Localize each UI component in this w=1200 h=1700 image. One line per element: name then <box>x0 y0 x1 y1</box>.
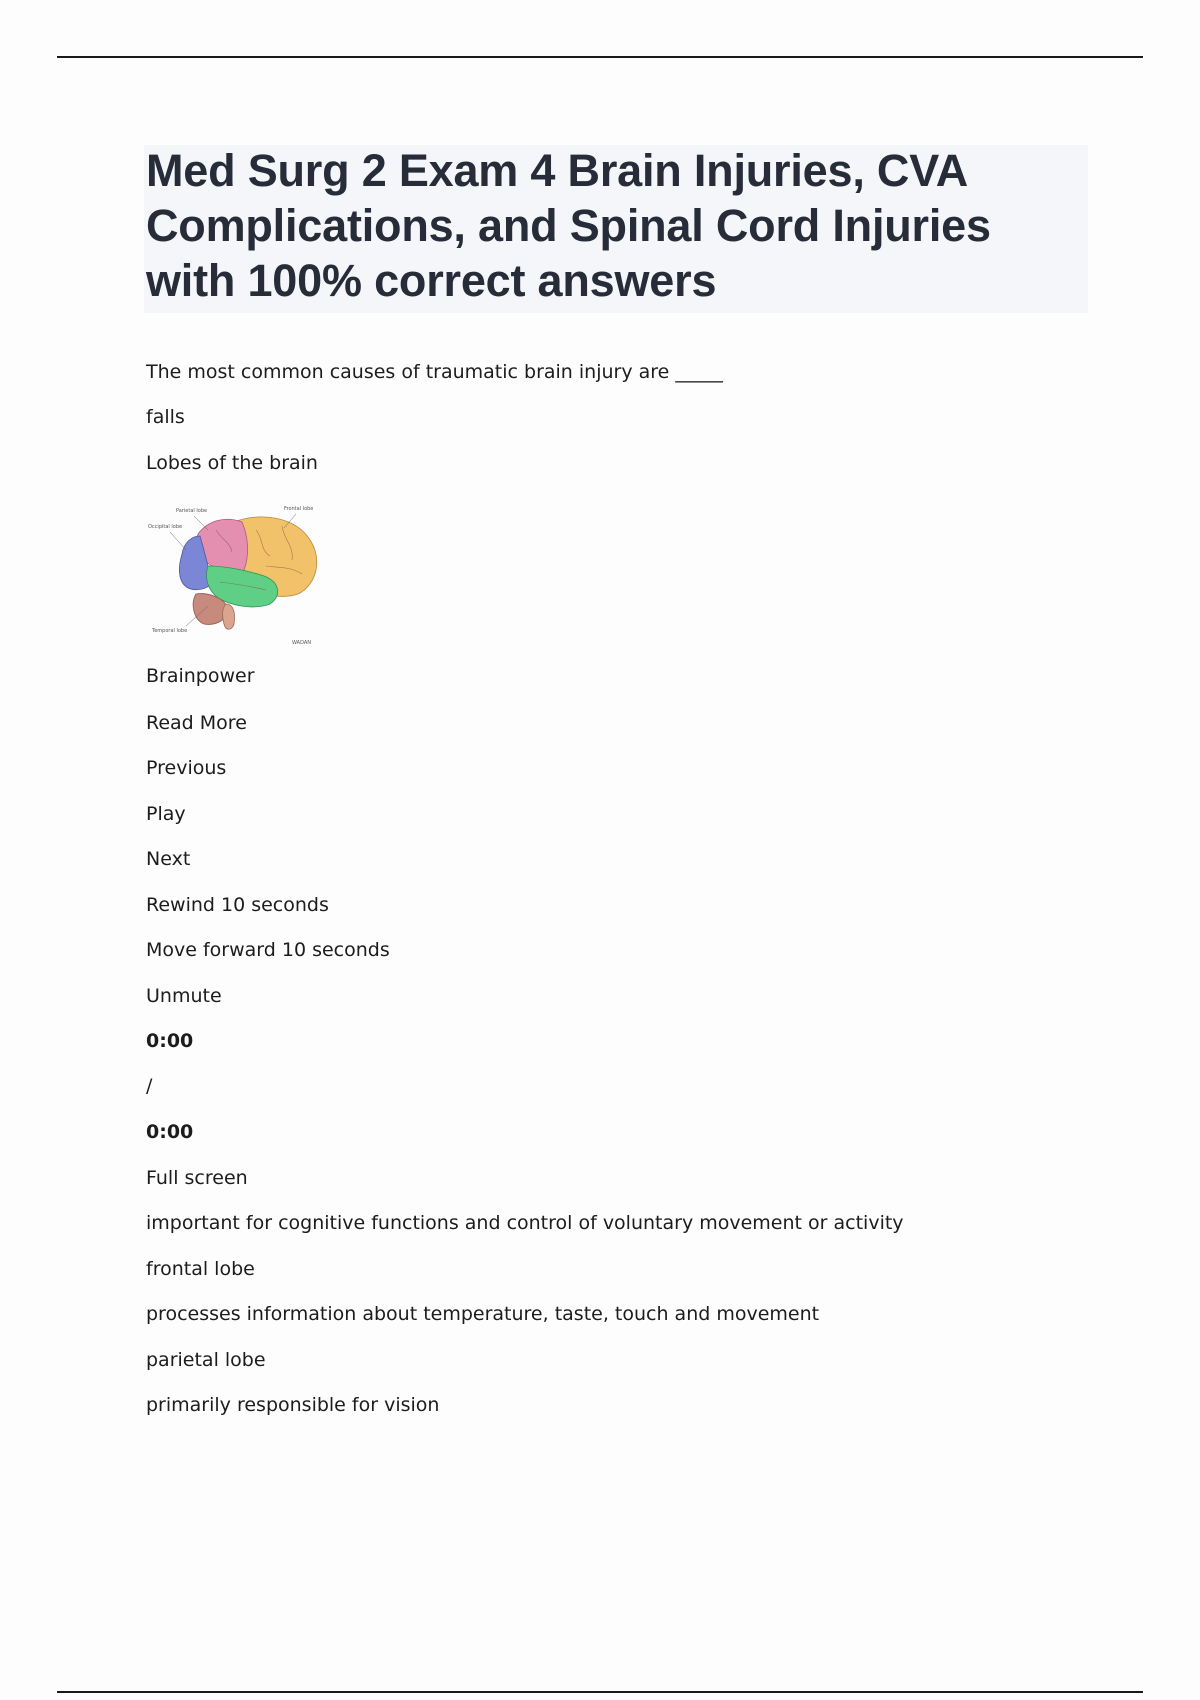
brain-stem-region <box>223 604 235 629</box>
text-line: Previous <box>146 757 227 779</box>
answer-text: falls <box>146 406 185 428</box>
question-text: The most common causes of traumatic brain injury are _____ <box>146 361 723 383</box>
time-current: 0:00 <box>146 1030 194 1052</box>
temporal-label: Temporal lobe <box>152 628 188 634</box>
image-credit: WADAN <box>292 640 312 646</box>
parietal-label: Parietal lobe <box>176 508 208 514</box>
brain-lobes-image <box>146 496 332 648</box>
answer-text: parietal lobe <box>146 1349 266 1371</box>
question-text: Lobes of the brain <box>146 452 318 474</box>
occipital-label: Occipital lobe <box>148 524 183 530</box>
question-text: primarily responsible for vision <box>146 1394 440 1416</box>
text-line: Next <box>146 848 191 870</box>
time-separator: / <box>146 1075 153 1097</box>
answer-text: frontal lobe <box>146 1258 255 1280</box>
time-duration: 0:00 <box>146 1121 194 1143</box>
text-line: Play <box>146 803 186 825</box>
frontal-label: Frontal lobe <box>284 506 314 512</box>
text-line: Full screen <box>146 1167 248 1189</box>
top-rule <box>57 56 1143 58</box>
text-line: Move forward 10 seconds <box>146 939 390 961</box>
text-line: Rewind 10 seconds <box>146 894 329 916</box>
text-line: Read More <box>146 712 247 734</box>
document-title: Med Surg 2 Exam 4 Brain Injuries, CVA Complications, and Spinal Cord Injuries with 100% correct answers <box>146 145 991 306</box>
bottom-rule <box>57 1691 1143 1693</box>
text-line: Brainpower <box>146 665 255 687</box>
text-line: Unmute <box>146 985 222 1007</box>
question-text: processes information about temperature, taste, touch and movement <box>146 1303 820 1325</box>
question-text: important for cognitive functions and control of voluntary movement or activity <box>146 1212 904 1234</box>
